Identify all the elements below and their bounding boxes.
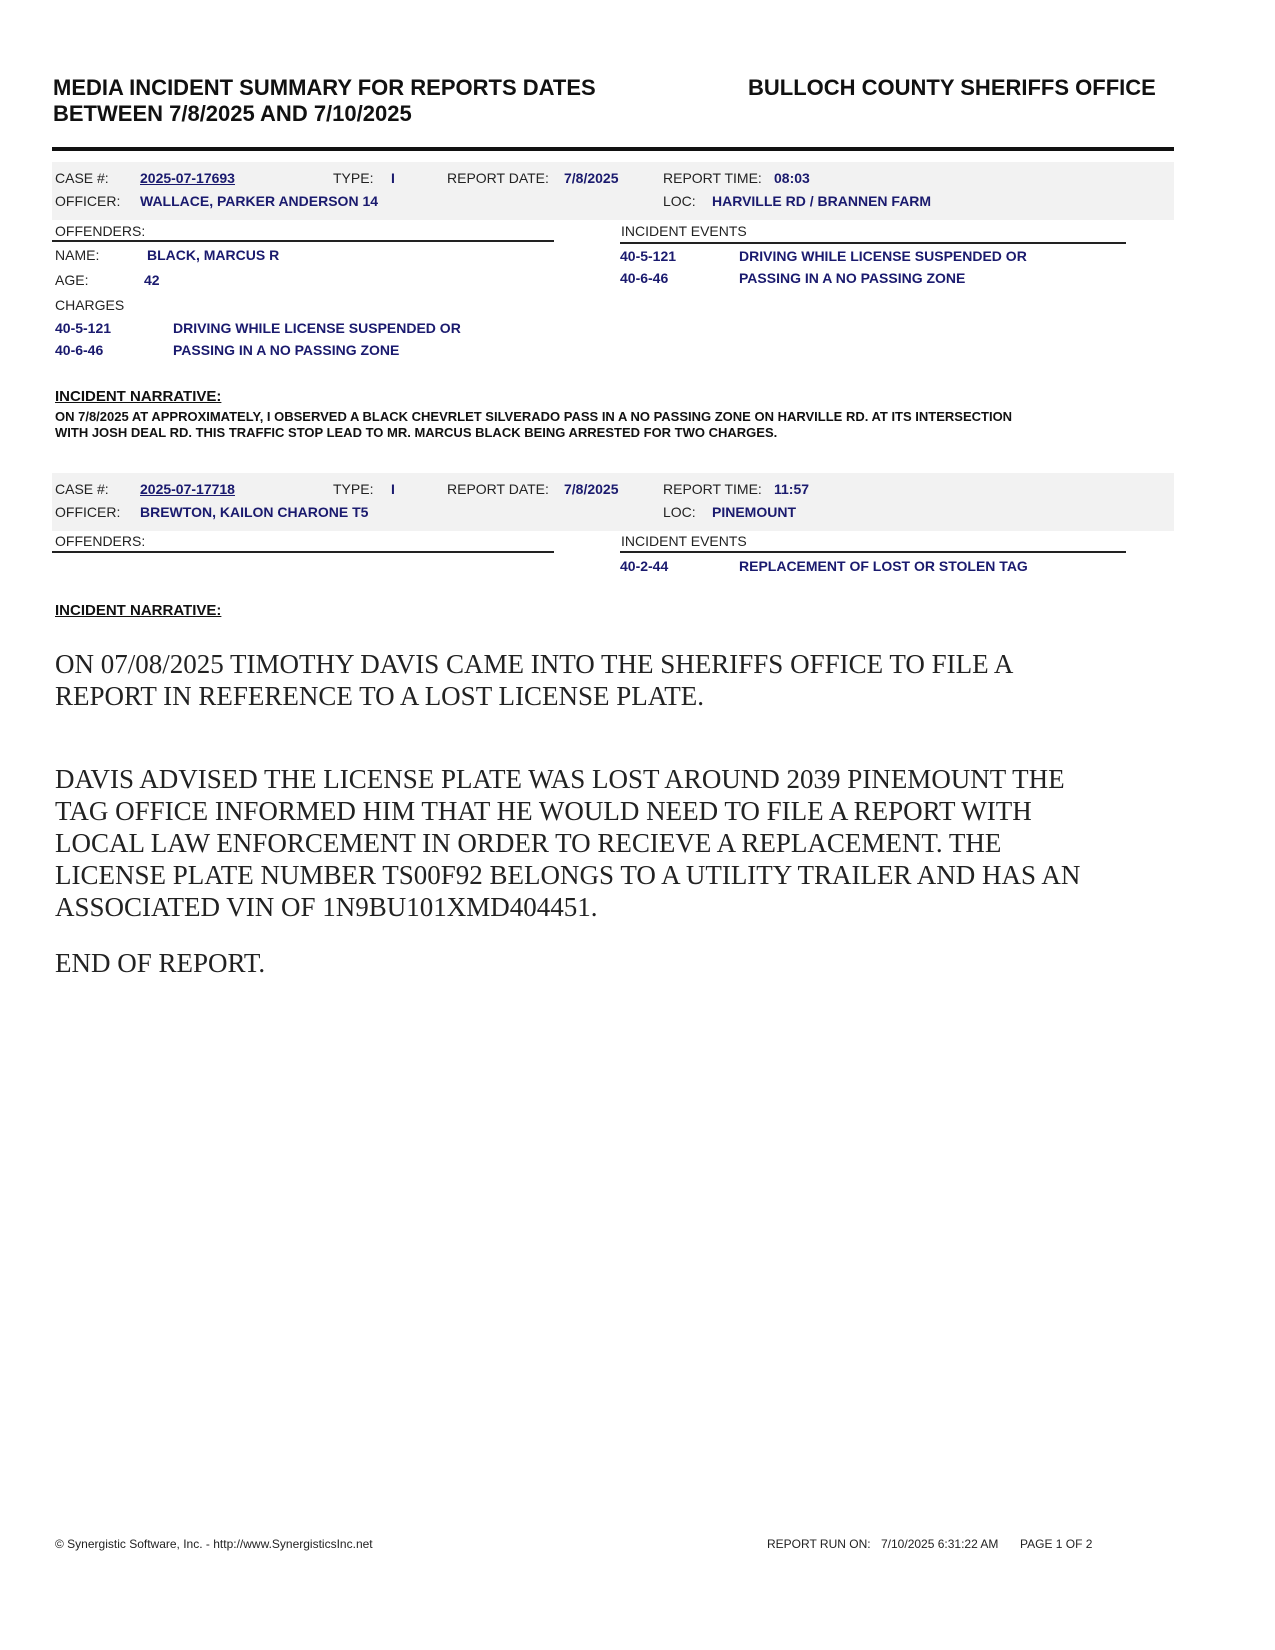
report-title-line2: BETWEEN 7/8/2025 AND 7/10/2025 [53, 101, 412, 126]
age-label: AGE: [55, 272, 89, 288]
offenders-heading: OFFENDERS: [55, 533, 146, 549]
incident-events-heading: INCIDENT EVENTS [621, 533, 747, 549]
incident-narrative-heading: INCIDENT NARRATIVE: [55, 388, 222, 405]
report-date-label: REPORT DATE: [447, 170, 549, 186]
charge-code: 40-5-121 [55, 320, 112, 336]
event-code: 40-6-46 [620, 270, 669, 286]
officer-label: OFFICER: [55, 504, 121, 520]
officer-value: WALLACE, PARKER ANDERSON 14 [140, 193, 379, 209]
type-value: I [391, 481, 395, 497]
offenders-underline [52, 551, 554, 553]
incident-events-underline [620, 242, 1126, 244]
loc-value: HARVILLE RD / BRANNEN FARM [712, 193, 932, 209]
report-title-line1: MEDIA INCIDENT SUMMARY FOR REPORTS DATES [53, 75, 596, 100]
header-divider [52, 147, 1174, 151]
charge-description: PASSING IN A NO PASSING ZONE [173, 342, 400, 358]
charge-code: 40-6-46 [55, 342, 104, 358]
event-description: DRIVING WHILE LICENSE SUSPENDED OR [739, 248, 1027, 264]
report-date-label: REPORT DATE: [447, 481, 549, 497]
event-code: 40-5-121 [620, 248, 677, 264]
page-number: PAGE 1 OF 2 [1020, 1537, 1093, 1551]
loc-value: PINEMOUNT [712, 504, 796, 520]
report-run-label: REPORT RUN ON: [767, 1537, 871, 1551]
case-number-link[interactable]: 2025-07-17718 [140, 481, 235, 497]
report-time-label: REPORT TIME: [663, 170, 762, 186]
offenders-heading: OFFENDERS: [55, 223, 146, 239]
event-description: REPLACEMENT OF LOST OR STOLEN TAG [739, 558, 1028, 574]
offender-name: BLACK, MARCUS R [147, 247, 280, 263]
event-description: PASSING IN A NO PASSING ZONE [739, 270, 966, 286]
loc-label: LOC: [663, 504, 696, 520]
report-date-value: 7/8/2025 [564, 481, 619, 497]
report-time-value: 11:57 [774, 481, 810, 497]
footer-copyright: © Synergistic Software, Inc. - http://www.SynergisticsInc.net [55, 1537, 373, 1551]
case-number-link[interactable]: 2025-07-17693 [140, 170, 235, 186]
incident-narrative-line: ON 7/8/2025 AT APPROXIMATELY, I OBSERVED A BLACK CHEVRLET SILVERADO PASS IN A NO PASSING ZONE ON HARVILLE RD. AT ITS INTERSECTION [55, 409, 1013, 424]
agency-name: BULLOCH COUNTY SHERIFFS OFFICE [748, 75, 1156, 100]
narrative-paragraph: DAVIS ADVISED THE LICENSE PLATE WAS LOST AROUND 2039 PINEMOUNT THE TAG OFFICE INFORMED HIM THAT HE WOULD NEED TO FILE A REPORT WITH LOCAL LAW ENFORCEMENT IN ORDER TO RECIEVE A REPLACEMENT. THE LICENSE PLATE NUMBER TS00F92 BELONGS TO A UTILITY TRAILER AND HAS AN ASSOCIATED VIN OF 1N9BU101XMD404451. [55, 764, 1081, 922]
type-label: TYPE: [333, 481, 374, 497]
type-value: I [391, 170, 395, 186]
incident-events-heading: INCIDENT EVENTS [621, 223, 747, 239]
incident-events-underline [620, 551, 1126, 553]
offender-age: 42 [144, 272, 160, 288]
charges-heading: CHARGES [55, 297, 125, 313]
type-label: TYPE: [333, 170, 374, 186]
incident-narrative-heading: INCIDENT NARRATIVE: [55, 602, 222, 619]
narrative-paragraph: ON 07/08/2025 TIMOTHY DAVIS CAME INTO THE SHERIFFS OFFICE TO FILE A REPORT IN REFERENCE TO A LOST LICENSE PLATE. [55, 649, 1014, 711]
loc-label: LOC: [663, 193, 696, 209]
officer-value: BREWTON, KAILON CHARONE T5 [140, 504, 369, 520]
report-run-value: 7/10/2025 6:31:22 AM [881, 1537, 999, 1551]
narrative-paragraph: END OF REPORT. [55, 948, 266, 978]
report-time-label: REPORT TIME: [663, 481, 762, 497]
report-time-value: 08:03 [774, 170, 810, 186]
case-number-label: CASE #: [55, 481, 109, 497]
report-date-value: 7/8/2025 [564, 170, 619, 186]
name-label: NAME: [55, 247, 100, 263]
case-number-label: CASE #: [55, 170, 109, 186]
incident-narrative-line: WITH JOSH DEAL RD. THIS TRAFFIC STOP LEAD TO MR. MARCUS BLACK BEING ARRESTED FOR TWO CHARGES. [55, 425, 778, 440]
offenders-underline [52, 240, 554, 242]
charge-description: DRIVING WHILE LICENSE SUSPENDED OR [173, 320, 461, 336]
event-code: 40-2-44 [620, 558, 669, 574]
officer-label: OFFICER: [55, 193, 121, 209]
